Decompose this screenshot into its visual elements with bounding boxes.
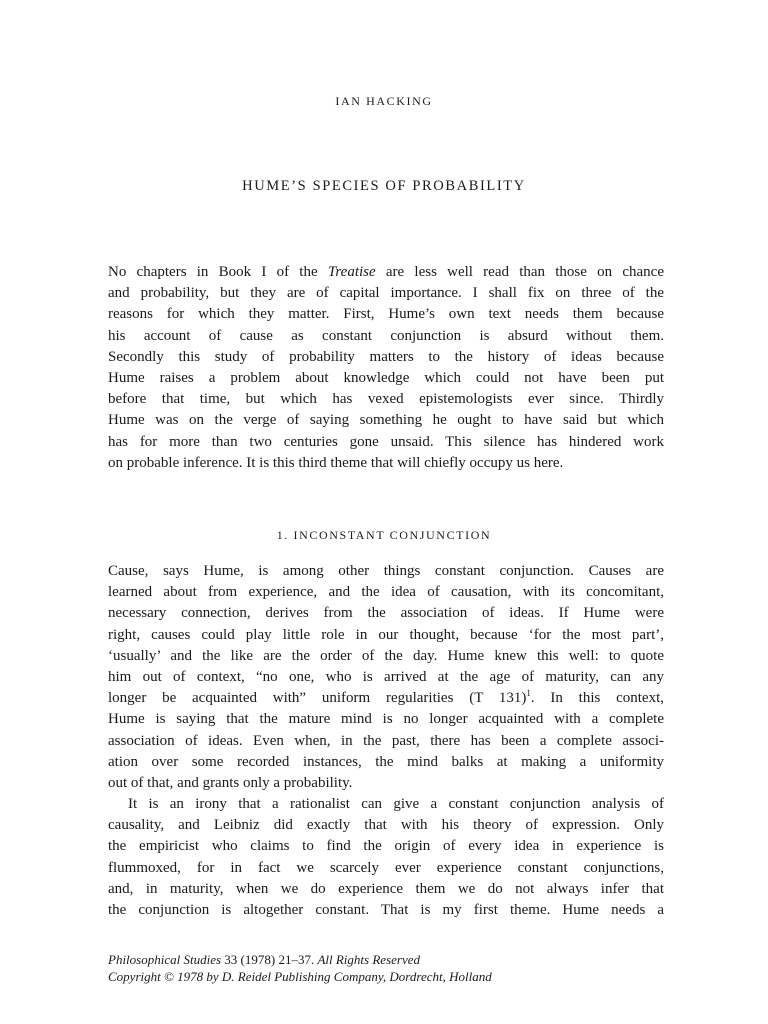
publication-footer bbox=[108, 951, 668, 985]
citation-line bbox=[108, 951, 668, 968]
text-span: are less well read than those on chance bbox=[375, 264, 664, 280]
paragraph-line: out of that, and grants only a probability. bbox=[108, 774, 353, 791]
paragraph-line: the conjunction is altogether constant. That is my first theme. Hume needs a bbox=[108, 902, 664, 918]
paragraph-line bbox=[108, 688, 664, 709]
paragraph-line: Secondly this study of probability matters to the history of ideas because bbox=[108, 348, 664, 365]
paragraph-line: Hume was on the verge of saying something he ought to have said but which bbox=[108, 412, 664, 429]
intro-paragraph bbox=[108, 262, 664, 474]
journal-name: Philosophical Studies bbox=[108, 952, 222, 967]
paragraph-line: and probability, but they are of capital importance. I shall fix on three of the bbox=[108, 285, 664, 302]
text-span: . In this context, bbox=[530, 690, 664, 707]
text-span: No chapters in Book I of the bbox=[108, 264, 328, 280]
paragraph-line: association of ideas. Even when, in the past, there has been a complete associ- bbox=[108, 732, 664, 749]
paragraph-line: him out of context, “no one, who is arrived at the age of maturity, can any bbox=[108, 668, 664, 685]
paragraph-line: before that time, but which has vexed epistemologists ever since. Thirdly bbox=[108, 391, 664, 408]
copyright-line: Copyright © 1978 by D. Reidel Publishing Company, Dordrecht, Holland bbox=[108, 969, 492, 984]
text-span: longer be acquainted with” uniform regularities (T 131) bbox=[108, 690, 527, 707]
paragraph-line: his account of cause as constant conjunction is absurd without them. bbox=[108, 327, 664, 344]
footnote-marker[interactable]: 1 bbox=[526, 688, 531, 699]
paragraph-line: It is an irony that a rationalist can give a constant conjunction analysis of bbox=[128, 796, 664, 813]
rights-statement: All Rights Reserved bbox=[317, 952, 420, 967]
paragraph-line: Cause, says Hume, is among other things constant conjunction. Causes are bbox=[108, 563, 664, 579]
paragraph-line: ation over some recorded instances, the mind balks at making a uniformity bbox=[108, 753, 664, 770]
paragraph-line: Hume raises a problem about knowledge which could not have been put bbox=[108, 369, 664, 386]
paragraph-line: causality, and Leibniz did exactly that with his theory of expression. Only bbox=[108, 817, 664, 834]
paragraph-line: learned about from experience, and the idea of causation, with its concomitant, bbox=[108, 584, 664, 601]
citation-details: 33 (1978) 21–37. bbox=[221, 952, 318, 967]
paragraph-line: right, causes could play little role in our thought, because ‘for the most part’, bbox=[108, 626, 664, 643]
paragraph-line: on probable inference. It is this third theme that will chiefly occupy us here. bbox=[108, 454, 564, 471]
author-name: IAN HACKING bbox=[335, 94, 433, 108]
treatise-title: Treatise bbox=[327, 264, 376, 280]
paragraph-line: flummoxed, for in fact we scarcely ever experience constant conjunctions, bbox=[108, 859, 664, 876]
section-heading: 1. INCONSTANT CONJUNCTION bbox=[276, 528, 492, 542]
paragraph-line: reasons for which they matter. First, Hume’s own text needs them because bbox=[108, 306, 664, 323]
paragraph-line: the empiricist who claims to find the origin of every idea in experience is bbox=[108, 838, 664, 855]
body-paragraph-1 bbox=[108, 561, 664, 921]
paragraph-line: has for more than two centuries gone unsaid. This silence has hindered work bbox=[108, 433, 664, 450]
paper-title: HUME’S SPECIES OF PROBABILITY bbox=[242, 178, 526, 194]
paragraph-line: Hume is saying that the mature mind is no longer acquainted with a complete bbox=[108, 711, 664, 728]
paragraph-line bbox=[108, 262, 664, 283]
paragraph-line: ‘usually’ and the like are the order of the day. Hume knew this well: to quote bbox=[108, 647, 664, 664]
paragraph-line: necessary connection, derives from the association of ideas. If Hume were bbox=[108, 605, 664, 622]
paragraph-line: and, in maturity, when we do experience them we do not always infer that bbox=[108, 880, 664, 897]
